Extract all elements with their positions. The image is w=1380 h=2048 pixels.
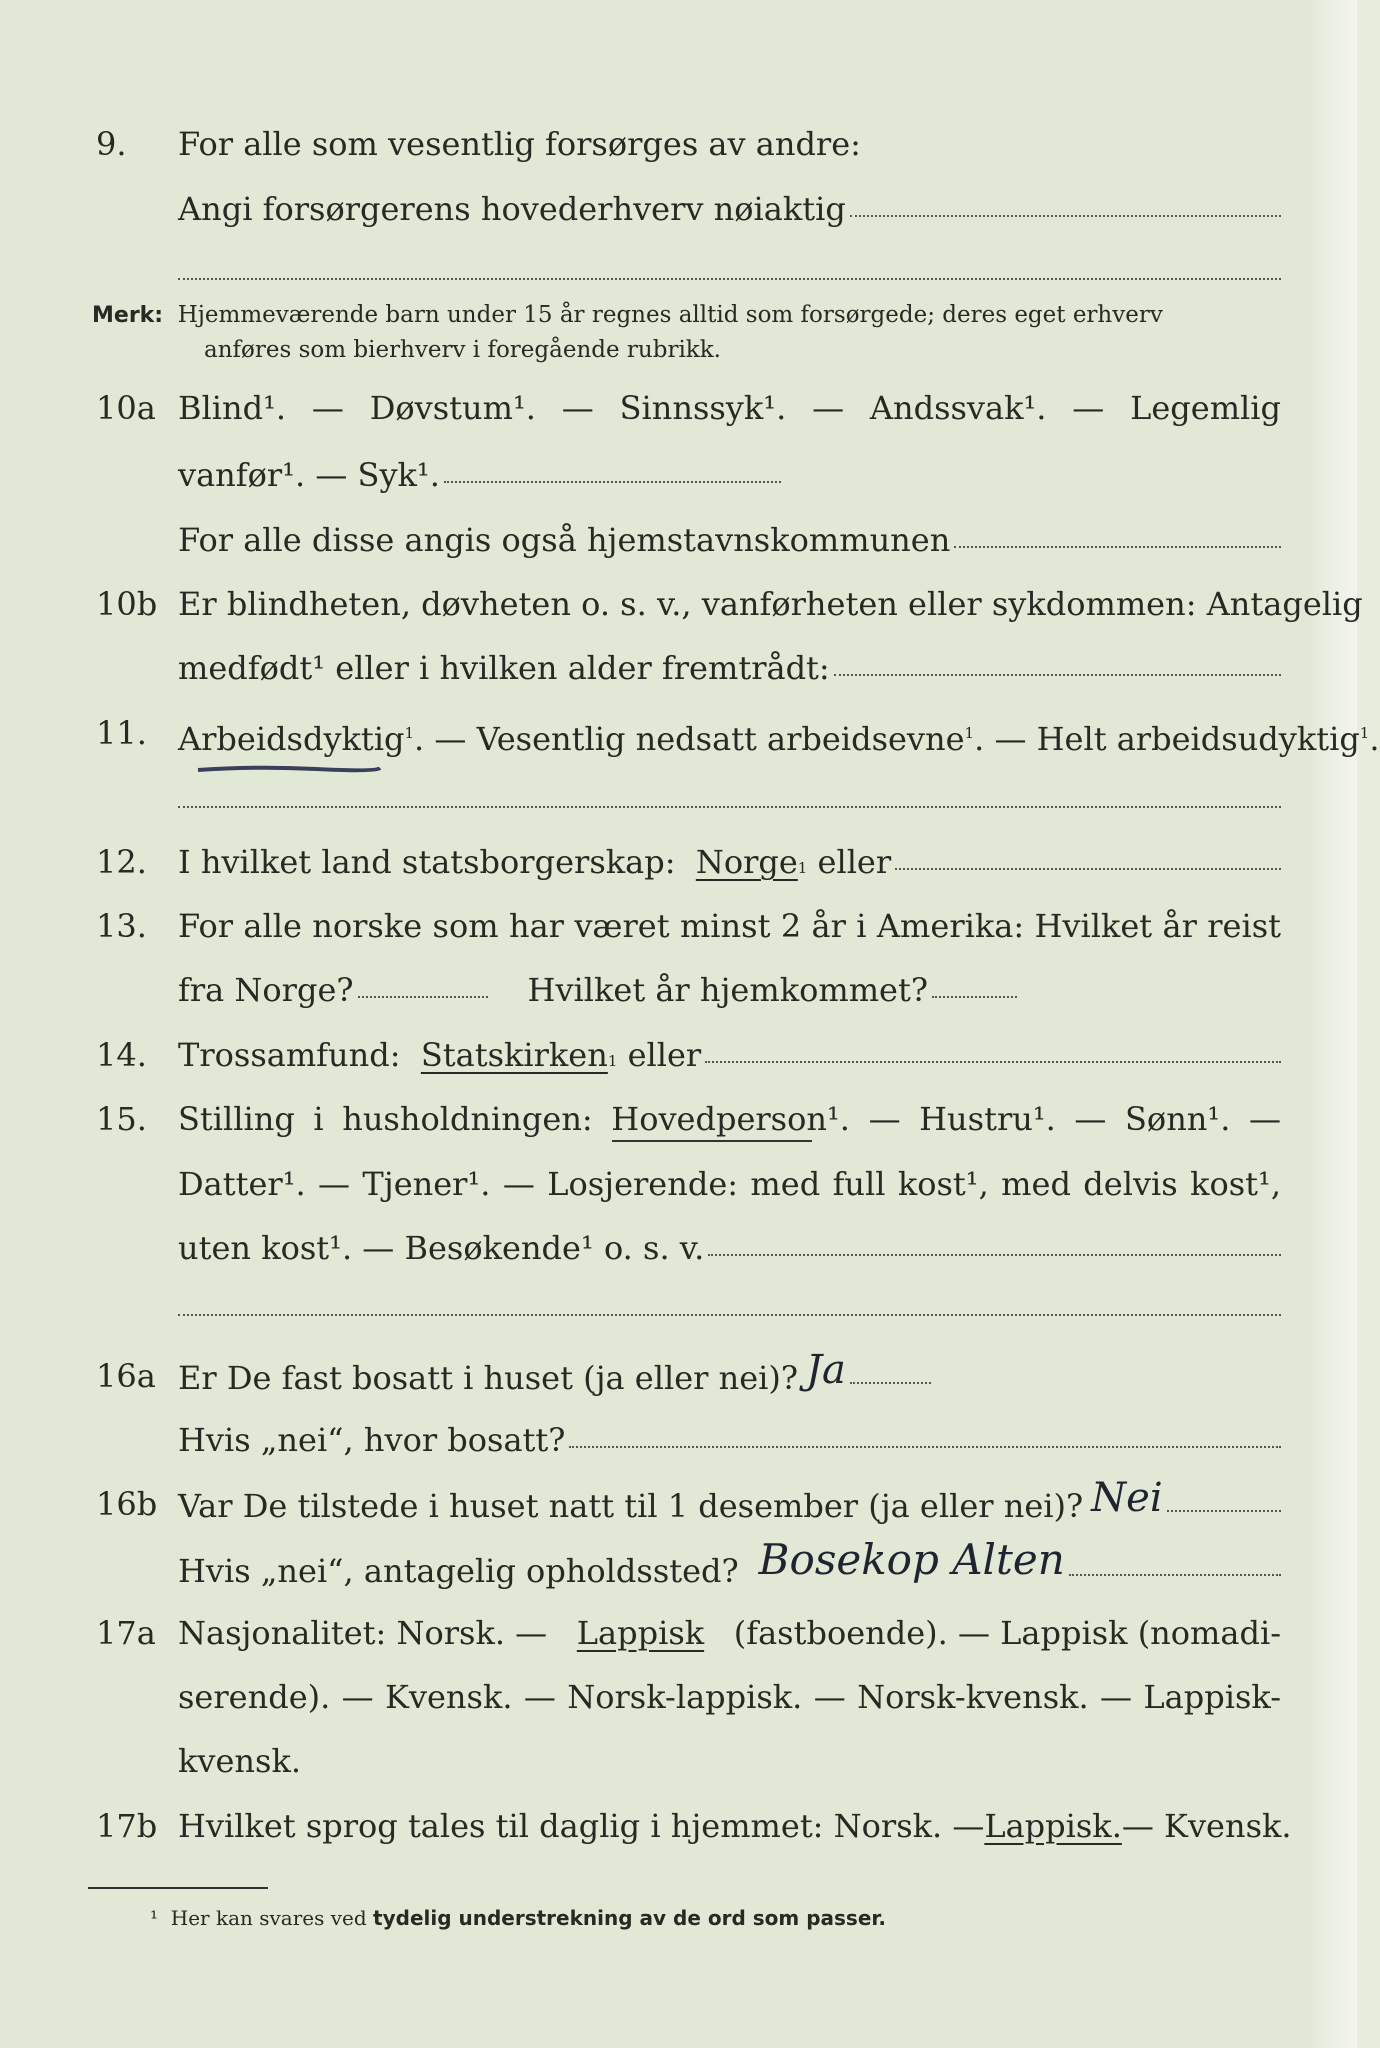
q12-eller: eller — [817, 843, 892, 881]
q16a-line1 — [0, 1347, 1357, 1397]
q13-line1 — [0, 906, 1357, 946]
footnote-mark: ¹ — [150, 1906, 159, 1930]
q10b-number: 10b — [96, 585, 158, 623]
q11-option-arbeidsdyktig[interactable]: Arbeidsdyktig — [178, 720, 405, 758]
q11-option-udyktig[interactable]: . — Helt arbeidsudyktig — [974, 720, 1360, 758]
q17a-line3 — [0, 1741, 1357, 1781]
q17a-line1 — [0, 1613, 1357, 1653]
footnote — [150, 1906, 886, 1930]
q14-line: 14. Trossamfund: Statskirken 1 eller — [0, 1035, 1357, 1075]
q16a-line2 — [0, 1420, 1357, 1460]
q12-option-norge[interactable]: Norge — [695, 843, 798, 881]
q16b-line2 — [0, 1535, 1357, 1590]
footnote-bold: tydelig understrekning av de ord som passer. — [373, 1906, 886, 1930]
q16a-where-label: Hvis „nei“, hvor bosatt? — [178, 1421, 566, 1459]
q11-number: 11. — [96, 714, 147, 752]
q10a-number: 10a — [96, 389, 156, 427]
q16a-answer-line[interactable] — [850, 1356, 931, 1384]
q17a-number: 17a — [96, 1614, 156, 1652]
q10b-line1 — [0, 584, 1363, 624]
q10a-line2 — [0, 455, 1357, 495]
q15-roles: Datter¹. — Tjener¹. — Losjerende: med full kost¹, med delvis kost¹, — [178, 1165, 1281, 1203]
q15-answer-line2[interactable] — [178, 1314, 1281, 1316]
footnote-rule — [88, 1887, 268, 1889]
q13-returned-label: Hvilket år hjemkommet? — [527, 971, 928, 1009]
q13-departed-field[interactable] — [358, 970, 488, 998]
q10a-text: Blind¹. — Døvstum¹. — Sinnssyk¹. — Andssvak¹. — Legemlig — [178, 389, 1281, 427]
q10a-line1 — [0, 388, 1357, 428]
q10a-vanfor-syk: vanfør¹. — Syk¹. — [178, 456, 440, 494]
q14-option-statskirken[interactable]: Statskirken — [420, 1036, 608, 1074]
q13-text: For alle norske som har været minst 2 år i Amerika: Hvilket år reist — [178, 907, 1281, 945]
handwritten-underline — [196, 764, 382, 774]
q13-returned-field[interactable] — [932, 970, 1017, 998]
q11-line: 11. Arbeidsdyktig$^1$. — Vesentlig nedsatt arbeidsevne$^1$. — Helt arbeidsudyktig$^1$. — [96, 714, 1380, 758]
q9-text: For alle som vesentlig forsørges av andre: — [178, 125, 861, 163]
q15-line2 — [0, 1164, 1357, 1204]
q16b-location-label: Hvis „nei“, antagelig opholdssted? — [178, 1552, 739, 1590]
q17b-number: 17b — [96, 1807, 158, 1845]
q14-number: 14. — [96, 1036, 147, 1074]
q17b-kvensk[interactable]: — Kvensk. — [1121, 1807, 1292, 1845]
q11-end: . — [1369, 720, 1380, 758]
q16a-number: 16a — [96, 1357, 156, 1395]
q15-number: 15. — [96, 1100, 147, 1138]
q17b-option-lappisk[interactable]: Lappisk. — [984, 1807, 1122, 1845]
q12-answer-field[interactable] — [895, 842, 1281, 870]
q9-provider-label: Angi forsørgerens hovederhverv nøiaktig — [178, 190, 846, 228]
q14-eller: eller — [627, 1036, 702, 1074]
q15-answer-field[interactable] — [708, 1228, 1281, 1256]
q15-roles-end: uten kost¹. — Besøkende¹ o. s. v. — [178, 1229, 705, 1267]
q10a-home-municipality: For alle disse angis også hjemstavnskommunen — [178, 521, 951, 559]
q16b-answer-line[interactable] — [1167, 1484, 1281, 1512]
q16a-answer[interactable]: Ja — [806, 1347, 846, 1393]
q13-departed-label: fra Norge? — [178, 971, 354, 1009]
q9-line2 — [0, 189, 1357, 229]
q17a-options[interactable]: serende). — Kvensk. — Norsk-lappisk. — Norsk-kvensk. — Lappisk- — [178, 1678, 1281, 1716]
merk-label: Merk: — [92, 303, 164, 328]
q12-number: 12. — [96, 843, 147, 881]
q9-number: 9. — [96, 125, 127, 163]
merk-line2: anføres som bierhverv i foregående rubrikk. — [204, 337, 721, 363]
q10a-line3 — [0, 520, 1357, 560]
merk-line1: Hjemmeværende barn under 15 år regnes alltid som forsørgede; deres eget erhverv — [177, 302, 1163, 328]
q10a-municipality-field[interactable] — [954, 520, 1281, 548]
q17a-norsk[interactable]: Nasjonalitet: Norsk. — — [178, 1614, 548, 1652]
footnote-text: Her kan svares ved — [170, 1906, 367, 1930]
q15-line1 — [0, 1099, 1357, 1139]
q12-line: 12. I hvilket land statsborgerskap: Norge 1 eller — [0, 842, 1357, 882]
q9-answer-line2[interactable] — [178, 278, 1281, 280]
q16b-location-answer[interactable]: Bosekop Alten — [758, 1535, 1065, 1584]
q16b-answer[interactable]: Nei — [1091, 1475, 1163, 1521]
q12-text: I hvilket land statsborgerskap: — [178, 843, 676, 881]
q15-hovedperson-underline — [612, 1140, 812, 1142]
q9-answer-field[interactable] — [850, 189, 1281, 217]
q16a-question: Er De fast bosatt i huset (ja eller nei)? — [178, 1359, 799, 1397]
q11-answer-line[interactable] — [178, 806, 1281, 808]
q10b-answer-field[interactable] — [834, 648, 1281, 676]
q10b-line2 — [0, 648, 1357, 688]
q15-text: Stilling i husholdningen: Hovedperson¹. — Hustru¹. — Sønn¹. — — [178, 1100, 1281, 1138]
q17a-line2 — [0, 1677, 1357, 1717]
q17a-fastboende[interactable]: (fastboende). — Lappisk (nomadi- — [733, 1614, 1281, 1652]
q16a-where-field[interactable] — [569, 1420, 1281, 1448]
q10a-answer-field[interactable] — [444, 455, 781, 483]
q16b-number: 16b — [96, 1485, 158, 1523]
merk-note — [92, 298, 1282, 367]
q10b-text: Er blindheten, døvheten o. s. v., vanførheten eller sykdommen: Antagelig — [178, 585, 1363, 623]
q13-line2 — [0, 970, 1357, 1010]
q10b-onset: medfødt¹ eller i hvilken alder fremtrådt: — [178, 649, 830, 687]
q13-number: 13. — [96, 907, 147, 945]
q17a-option-lappisk[interactable]: Lappisk — [576, 1614, 705, 1652]
q17b-line — [0, 1806, 1357, 1846]
q16b-question: Var De tilstede i huset natt til 1 desember (ja eller nei)? — [178, 1487, 1084, 1525]
q9-line1 — [0, 124, 1357, 164]
q17b-question: Hvilket sprog tales til daglig i hjemmet: Norsk. — — [178, 1807, 985, 1845]
q14-label: Trossamfund: — [178, 1036, 401, 1074]
q15-line3 — [0, 1228, 1357, 1268]
q14-answer-field[interactable] — [705, 1035, 1281, 1063]
q11-option-nedsatt[interactable]: . — Vesentlig nedsatt arbeidsevne — [414, 720, 965, 758]
q16b-location-line[interactable] — [1069, 1548, 1281, 1576]
q17a-kvensk[interactable]: kvensk. — [178, 1742, 301, 1780]
q16b-line1 — [0, 1475, 1357, 1525]
